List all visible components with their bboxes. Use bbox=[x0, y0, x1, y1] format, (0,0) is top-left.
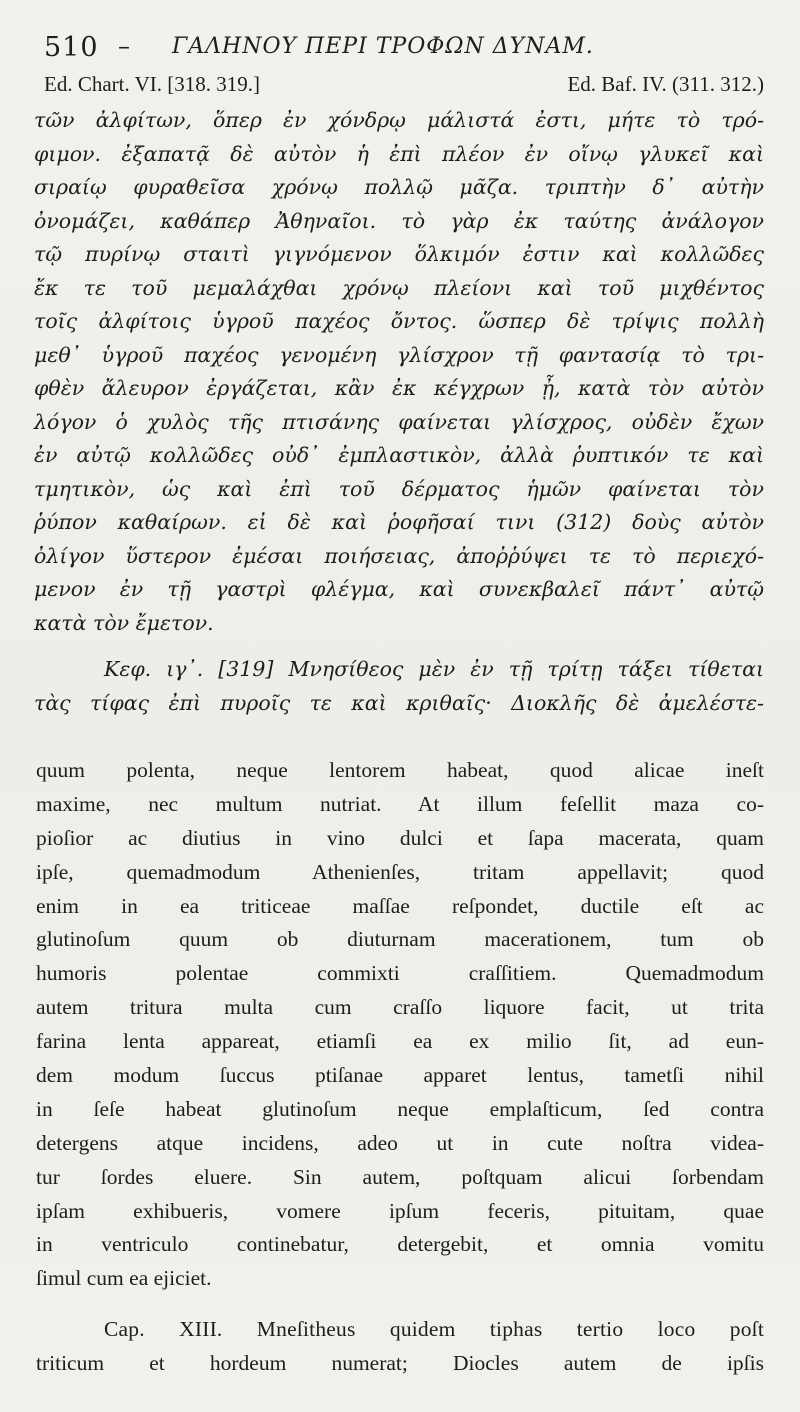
page-header bbox=[44, 28, 764, 68]
greek-chapter-heading bbox=[34, 652, 764, 720]
greek-line: τῷ πυρίνῳ σταιτὶ γιγνόμενον ὅλκιμόν ἐστιν καὶ κολλῶδες bbox=[34, 242, 764, 266]
latin-text bbox=[36, 754, 764, 1296]
chartier-edition-ref: Ed. Chart. VI. [318. 319.] bbox=[44, 72, 260, 96]
greek-line: τῶν ἀλφίτων, ὅπερ ἐν χόνδρῳ μάλιστά ἐστι, μήτε τὸ τρό- bbox=[34, 108, 764, 132]
greek-line: φθὲν ἄλευρον ἐργάζεται, κἂν ἐκ κέγχρων ᾖ, κατὰ τὸν αὐτὸν bbox=[34, 376, 764, 400]
greek-line: μενον ἐν τῇ γαστρὶ φλέγμα, καὶ συνεκβαλεῖ πάντ᾽ αὐτῷ bbox=[34, 577, 764, 601]
latin-line: maxime, nec multum nutriat. At illum feſellit maza co- bbox=[36, 791, 764, 816]
latin-line: farina lenta appareat, etiamſi ea ex milio ſit, ad eun- bbox=[36, 1029, 764, 1054]
latin-line: ipſam exhibueris, vomere ipſum feceris, pituitam, quae bbox=[36, 1198, 764, 1223]
page-number: 510 bbox=[44, 32, 99, 63]
greek-text bbox=[34, 104, 764, 640]
greek-line: ὀνομάζει, καθάπερ Ἀθηναῖοι. τὸ γὰρ ἐκ ταύτης ἀνάλογον bbox=[34, 208, 764, 233]
latin-line: enim in ea triticeae maſſae reſpondet, ductile eſt ac bbox=[36, 893, 764, 918]
latin-line: glutinoſum quum ob diuturnam macerationem, tum ob bbox=[36, 927, 764, 952]
latin-line: dem modum ſuccus ptiſanae apparet lentus, tametſi nihil bbox=[36, 1063, 764, 1088]
greek-line: ῥύπον καθαίρων. εἰ δὲ καὶ ῥοφῆσαί τινι (312) δοὺς αὐτὸν bbox=[34, 510, 764, 534]
basel-edition-ref: Ed. Baf. IV. (311. 312.) bbox=[567, 72, 764, 96]
latin-line: tur ſordes eluere. Sin autem, poſtquam alicui ſorbendam bbox=[36, 1164, 764, 1189]
edition-references bbox=[44, 72, 764, 102]
latin-line: autem tritura multa cum craſſo liquore facit, ut trita bbox=[36, 995, 764, 1020]
greek-line: τμητικὸν, ὡς καὶ ἐπὶ τοῦ δέρματος ἡμῶν φαίνεται τὸν bbox=[34, 476, 764, 501]
latin-chapter-line: Cap. XIII. Mneſitheus quidem tiphas tertio loco poſt bbox=[104, 1317, 764, 1341]
greek-line: λόγον ὁ χυλὸς τῆς πτισάνης φαίνεται γλίσχρος, οὐδὲν ἔχων bbox=[34, 409, 764, 434]
greek-line: φιμον. ἐξαπατᾷ δὲ αὐτὸν ἡ ἐπὶ πλέον ἐν οἴνῳ γλυκεῖ καὶ bbox=[34, 141, 764, 166]
greek-chapter-line: Κεφ. ιγ᾽. [319] Μνησίθεος μὲν ἐν τῇ τρίτῃ τάξει τίθεται bbox=[104, 657, 764, 681]
greek-line: κατὰ τὸν ἔμετον. bbox=[34, 610, 214, 635]
latin-line: ſimul cum ea ejiciet. bbox=[36, 1266, 212, 1291]
greek-line: ὀλίγον ὕστερον ἐμέσαι ποιήσειας, ἀποῤῥύψει τε τὸ περιεχό- bbox=[34, 543, 764, 568]
latin-line: in ventriculo continebatur, detergebit, et omnia vomitu bbox=[36, 1232, 764, 1257]
latin-line: quum polenta, neque lentorem habeat, quod alicae ineſt bbox=[36, 758, 764, 782]
greek-line: μεθ᾽ ὑγροῦ παχέος γενομένη γλίσχρον τῇ φαντασίᾳ τὸ τρι- bbox=[34, 342, 764, 367]
greek-line: ἔκ τε τοῦ μεμαλάχθαι χρόνῳ πλείονι καὶ τοῦ μιχθέντος bbox=[34, 275, 764, 300]
greek-line: ἐν αὐτῷ κολλῶδες οὐδ᾽ ἐμπλαστικὸν, ἀλλὰ ῥυπτικόν τε καὶ bbox=[34, 443, 764, 467]
latin-line: humoris polentae commixti craſſitiem. Quemadmodum bbox=[36, 961, 764, 986]
latin-line: in ſeſe habeat glutinoſum neque emplaſticum, ſed contra bbox=[36, 1096, 764, 1121]
greek-line: σιραίῳ φυραθεῖσα χρόνῳ πολλῷ μᾶζα. τριπτὴν δ᾽ αὐτὴν bbox=[34, 175, 764, 199]
greek-chapter-line: τὰς τίφας ἐπὶ πυροῖς τε καὶ κριθαῖς· Διοκλῆς δὲ ἀμελέστε- bbox=[34, 691, 764, 715]
latin-line: ipſe, quemadmodum Athenienſes, tritam appellavit; quod bbox=[36, 859, 764, 884]
latin-line: detergens atque incidens, adeo ut in cute noſtra videa- bbox=[36, 1130, 764, 1155]
greek-line: τοῖς ἀλφίτοις ὑγροῦ παχέος ὄντος. ὥσπερ δὲ τρίψις πολλὴ bbox=[34, 309, 764, 333]
latin-chapter-line: triticum et hordeum numerat; Diocles autem de ipſis bbox=[36, 1351, 764, 1375]
header-dash: – bbox=[118, 32, 130, 60]
latin-line: pioſior ac diutius in vino dulci et ſapa macerata, quam bbox=[36, 825, 764, 850]
latin-chapter-heading bbox=[36, 1312, 764, 1380]
running-title: ΓΑΛΗΝΟΥ ΠΕΡΙ ΤΡΟΦΩΝ ΔΥΝΑΜ. bbox=[172, 34, 594, 59]
